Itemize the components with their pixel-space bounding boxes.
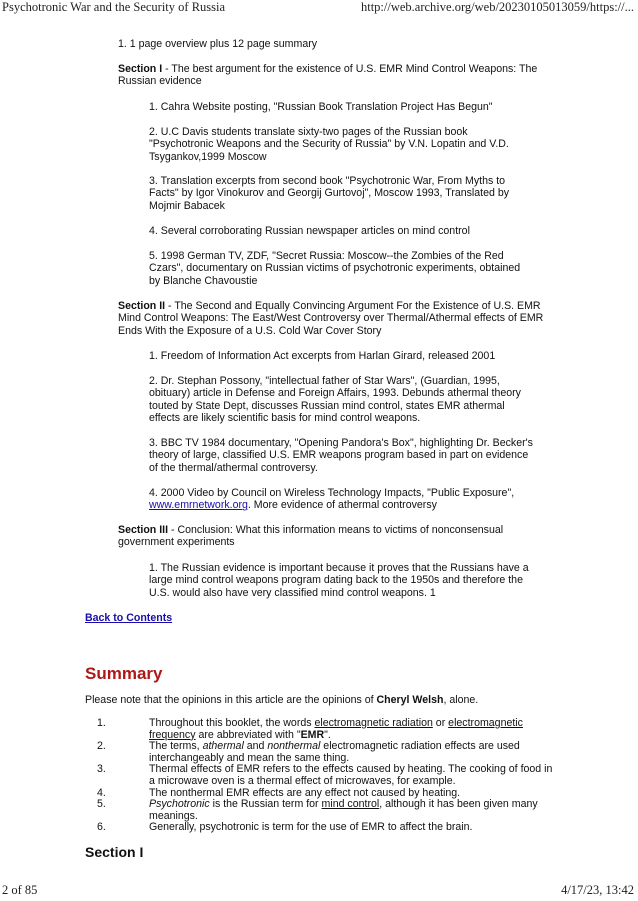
section-1-item-5: 5. 1998 German TV, ZDF, "Secret Russia: Moscow--the Zombies of the Red Czars", documentary on Russian victims of psychotronic experiments, obtained by Blanche Chavoustie [149, 250, 521, 287]
section-1-item-4: 4. Several corroborating Russian newspaper articles on mind control [149, 225, 470, 237]
list-item [85, 822, 555, 834]
list-item [85, 741, 555, 764]
list-number: 3. [97, 763, 106, 776]
list-number: 2. [97, 740, 106, 753]
list-item [85, 799, 555, 822]
emrnetwork-link[interactable]: www.emrnetwork.org [149, 499, 248, 512]
text-segment: ". [324, 728, 331, 741]
section-1-item-3: 3. Translation excerpts from second book "Psychotronic War, From Myths to Facts" by Igor Vinokurov and Georgij Gurtovoj", Moscow 1993, Translated by Mojmir Babacek [149, 175, 510, 212]
print-datetime: 4/17/23, 13:42 [561, 883, 634, 897]
page-title: Psychotronic War and the Security of Russia [2, 0, 226, 14]
list-number: 6. [97, 821, 106, 834]
text-segment: The terms, [149, 740, 203, 753]
section-2-item-4-text: 4. 2000 Video by Council on Wireless Technology Impacts, "Public Exposure", [149, 487, 515, 499]
term-psychotronic: Psychotronic [149, 798, 210, 811]
section-2-item-4-tail: . More evidence of athermal controversy [247, 499, 437, 512]
section-2-item-2: 2. Dr. Stephan Possony, "intellectual father of Star Wars", (Guardian, 1995, obituary) article in Defense and Foreign Affairs, 1993. Debunds athermal theory touted by State Dept, discusses Russian mind control, states EMR athermal effects are likely scientific basis for mind control weapons. [149, 375, 521, 425]
list-item-text [149, 718, 555, 741]
page-number: 2 of 85 [2, 883, 38, 897]
summary-list [85, 718, 555, 834]
section-3-heading [118, 524, 548, 549]
print-header [0, 0, 638, 16]
list-item-text [149, 799, 555, 822]
opinion-note-tail: , alone. [443, 694, 479, 706]
list-item-text: Generally, psychotronic is term for the use of EMR to affect the brain. [149, 821, 473, 834]
section-1-item-2: 2. U.C Davis students translate sixty-two pages of the Russian book "Psychotronic Weapons and the Security of Russia" by V.N. Lopatin and V.D. Tsygankov,1999 Moscow [149, 126, 509, 163]
term-emf: electromagnetic frequency [149, 717, 523, 741]
section-2-item-4 [149, 487, 534, 512]
section-1-item-1: 1. Cahra Website posting, "Russian Book Translation Project Has Begun" [149, 101, 493, 113]
list-number: 1. [97, 717, 106, 729]
text-segment: are abbreviated with " [195, 728, 301, 741]
section-2-item-3: 3. BBC TV 1984 documentary, "Opening Pandora's Box", highlighting Dr. Becker's theory of large, classified U.S. EMR weapons program based in part on evidence of the thermal/athermal controversy. [149, 437, 533, 474]
term-athermal: athermal [202, 740, 244, 753]
section-2-label: Section II [118, 300, 166, 312]
section-1-heading [118, 63, 550, 88]
term-nonthermal: nonthermal [267, 740, 321, 753]
section-1-label: Section I [118, 63, 163, 75]
section-2-heading [118, 300, 548, 337]
list-number: 4. [97, 786, 106, 799]
list-item [85, 764, 555, 787]
term-mind-control: mind control [321, 798, 380, 811]
emr-abbrev: EMR [300, 728, 325, 741]
section-1-text: - The best argument for the existence of U.S. EMR Mind Control Weapons: The Russian evidence [118, 63, 538, 88]
text-segment: is the Russian term for [209, 798, 322, 811]
section-3-text: - Conclusion: What this information means to victims of nonconsensual government experiments [118, 524, 504, 549]
opinion-note-text: Please note that the opinions in this article are the opinions of [85, 694, 377, 706]
list-item-text [149, 741, 555, 764]
summary-heading: Summary [85, 664, 163, 683]
text-segment: , although it has been given many meanings. [149, 798, 538, 822]
list-item [85, 718, 555, 741]
section-2-text: - The Second and Equally Convincing Argument For the Existence of U.S. EMR Mind Control Weapons: The East/West Controversy over Thermal/Athermal effects of EMR Ends With the Exposure of a U.S. Cold War Cover Story [118, 300, 544, 337]
term-emr: electromagnetic radiation [314, 717, 433, 729]
list-item-text: The nonthermal EMR effects are any effect not caused by heating. [149, 786, 461, 799]
section-3-label: Section III [118, 524, 169, 536]
list-item-text: Thermal effects of EMR refers to the effects caused by heating. The cooking of food in a microwave oven is a thermal effect of microwaves, for example. [149, 763, 553, 787]
text-segment: and [243, 740, 268, 753]
list-number: 5. [97, 798, 106, 811]
author-name: Cheryl Welsh [376, 694, 444, 706]
text-segment: Throughout this booklet, the words [149, 717, 315, 729]
section-1-title: Section I [85, 844, 144, 860]
page-url: http://web.archive.org/web/20230105013059/https://... [360, 0, 634, 14]
print-footer [0, 883, 638, 899]
opinion-note [85, 694, 565, 706]
back-to-contents-link[interactable]: Back to Contents [85, 612, 173, 624]
section-2-item-1: 1. Freedom of Information Act excerpts from Harlan Girard, released 2001 [149, 350, 496, 362]
section-3-item-1: 1. The Russian evidence is important because it proves that the Russians have a large mind control weapons program dating back to the 1950s and therefore the U.S. would also have very classified mind control weapons. 1 [149, 562, 529, 599]
outline-item-1: 1. 1 page overview plus 12 page summary [118, 38, 318, 50]
text-segment: electromagnetic radiation effects are used interchangeably and mean the same thing. [149, 740, 520, 764]
text-segment: or [432, 717, 449, 729]
